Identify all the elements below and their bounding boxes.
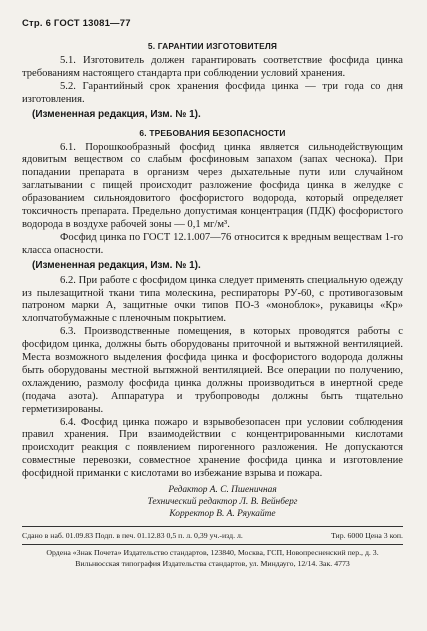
imprint-circulation: Тир. 6000 Цена 3 коп.: [330, 531, 403, 541]
paragraph-6-2: 6.2. При работе с фосфидом цинка следует применять специальную одежду из пылезащитной ткани типа молескина, респираторы РУ-60, с противогазовым патроном марки А, защитные очки типов ПО-3 «моноблок», рукавицы «Кр» хлопчатобумажные с пленочным покрытием.: [22, 274, 403, 325]
paragraph-6-1: 6.1. Порошкообразный фосфид цинка является сильнодействующим ядовитым веществом со слабым фосфиновым запахом (запах чеснока). При попадании препарата в организм через дыхательные пути или случайном заглатывании с пищей происходит разложение фосфида цинка в желудке с образованием сильноядовитого фосфористого водорода, который определяет токсичность препарата. Предельно допустимая концентрация (ПДК) фосфористого водорода в воздухе рабочей зоны — 0,1 мг/м³.: [22, 141, 403, 230]
imprint-printer: Вильнюсская типография Издательства стандартов, ул. Миндауго, 12/14. Зак. 4773: [75, 559, 350, 569]
section-warranty: [22, 41, 403, 122]
editorial-staff: [22, 484, 403, 520]
print-imprint: [22, 526, 403, 569]
section-title: 6. ТРЕБОВАНИЯ БЕЗОПАСНОСТИ: [139, 127, 286, 138]
page-header: Стр. 6 ГОСТ 13081—77: [22, 18, 131, 29]
tech-editor-line: Технический редактор Л. В. Вейнберг: [147, 497, 298, 508]
paragraph-6-4: 6.4. Фосфид цинка пожаро и взрывобезопасен при условии соблюдения правил хранения. При взаимодействии с концентрированными кислотами происходит реакция с появлением пирогенного разложения. Не допускаются совместные перевозки, совместное хранение фосфида цинка и изготовление фосфидной приманки с кислотами во избежание взрыва и пожара.: [22, 416, 403, 480]
imprint-publisher: Ордена «Знак Почета» Издательство стандартов, 123840, Москва, ГСП, Новопресненский пер., д. 3.: [22, 544, 403, 558]
paragraph-6-3: 6.3. Производственные помещения, в которых проводятся работы с фосфидом цинка, должны быть оборудованы приточной и вытяжной вентиляцией. Места возможного выделения фосфида цинка и фосфористого водорода должны быть оборудованы местной вытяжной вентиляцией. Все операции по получению, охлаждению, размолу фосфида цинка должны производиться в инертной среде (подача азота). Аппаратура и трубопроводы должны быть тщательно герметизированы.: [22, 326, 403, 415]
editor-line: Редактор А. С. Пшеничная: [168, 485, 277, 496]
amendment-note: (Измененная редакция, Изм. № 1).: [32, 259, 201, 271]
paragraph-5-2: 5.2. Гарантийный срок хранения фосфида цинка — три года со дня изготовления.: [22, 80, 403, 105]
amendment-note: (Измененная редакция, Изм. № 1).: [32, 108, 201, 120]
paragraph-5-1: 5.1. Изготовитель должен гарантировать соответствие фосфида цинка требованиям настоящего стандарта при соблюдении условий хранения.: [22, 55, 403, 79]
section-safety: [22, 128, 403, 482]
imprint-dates: Сдано в наб. 01.09.83 Подп. в печ. 01.12.83 0,5 п. л. 0,39 уч.-изд. л.: [22, 531, 243, 541]
proofreader-line: Корректор В. А. Ряукайте: [169, 509, 276, 520]
paragraph-hazard-class: Фосфид цинка по ГОСТ 12.1.007—76 относится к вредным веществам 1-го класса опасности.: [22, 231, 403, 256]
section-title: 5. ГАРАНТИИ ИЗГОТОВИТЕЛЯ: [147, 41, 278, 51]
